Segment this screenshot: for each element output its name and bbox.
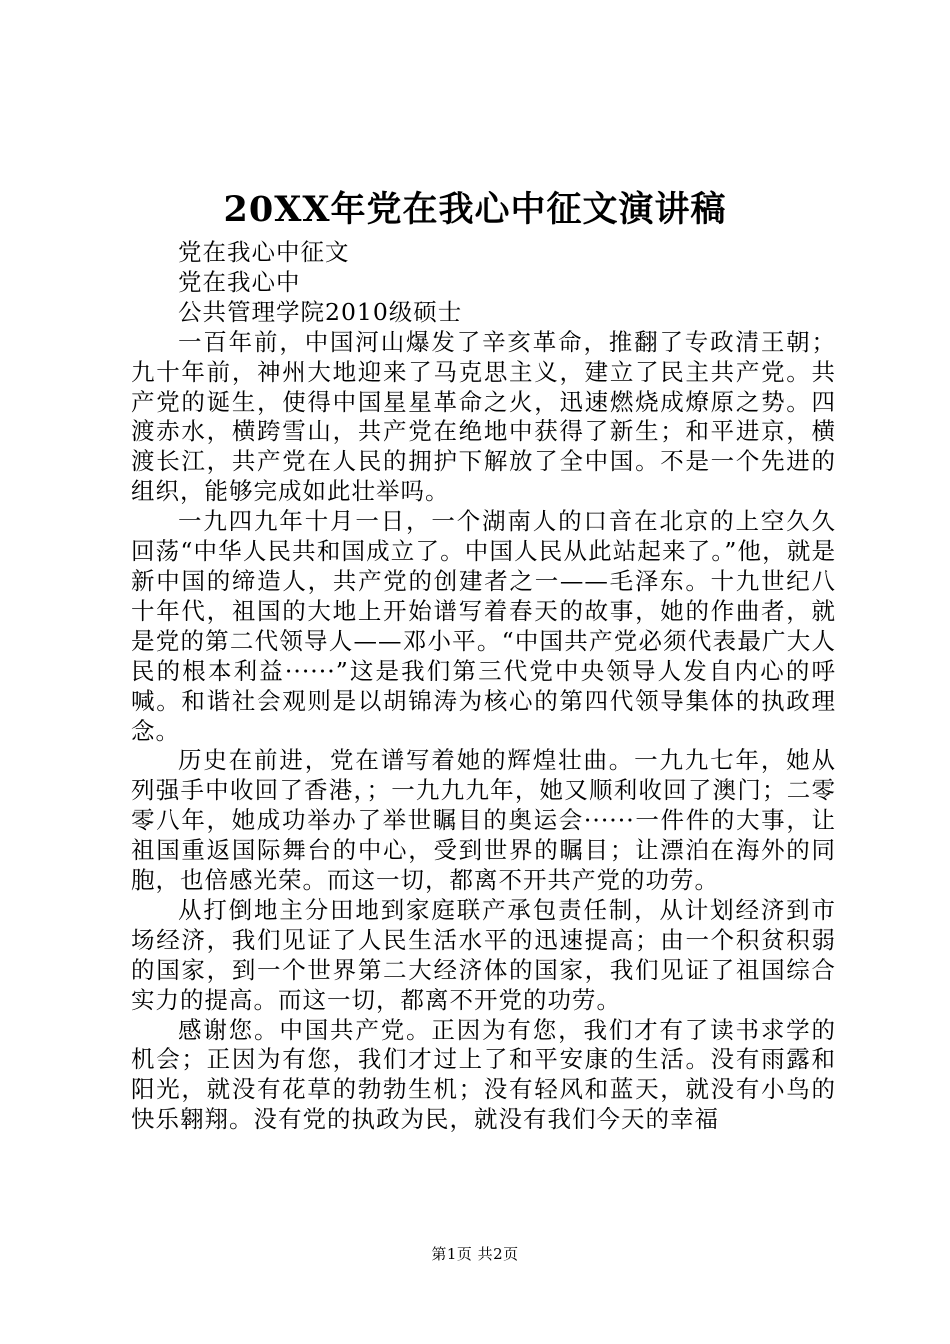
paragraph: 一百年前，中国河山爆发了辛亥革命，推翻了专政清王朝；九十年前，神州大地迎来了马克思主义，建立了民主共产党。共产党的诞生，使得中国星星革命之火，迅速燃烧成燎原之势。四渡赤水，横跨雪山，共产党在绝地中获得了新生；和平进京，横渡长江，共产党在人民的拥护下解放了全中国。不是一个先进的组织，能够完成如此壮举吗。 [131,327,836,506]
subtitle-line: 党在我心中征文 [178,238,350,266]
page-number: 第1页 共2页 [431,1245,519,1263]
paragraph: 一九四九年十月一日，一个湖南人的口音在北京的上空久久回荡“中华人民共和国成立了。中国人民从此站起来了。”他，就是新中国的缔造人，共产党的创建者之一——毛泽东。十九世纪八十年代，祖国的大地上开始谱写着春天的故事，她的作曲者，就是党的第二代领导人——邓小平。“中国共产党必须代表最广大人民的根本利益······”这是我们第三代党中央领导人发自内心的呼喊。和谐社会观则是以胡锦涛为核心的第四代领导集体的执政理念。 [131,507,836,745]
paragraph: 从打倒地主分田地到家庭联产承包责任制，从计划经济到市场经济，我们见证了人民生活水平的迅速提高；由一个积贫积弱的国家，到一个世界第二大经济体的国家，我们见证了祖国综合实力的提高。而这一切，都离不开党的功劳。 [131,895,836,1014]
author-line: 公共管理学院2010级硕士 [178,297,463,326]
subtitle-line: 党在我心中 [178,267,301,296]
paragraph: 感谢您。中国共产党。正因为有您，我们才有了读书求学的机会；正因为有您，我们才过上了和平安康的生活。没有雨露和阳光，就没有花草的勃勃生机；没有轻风和蓝天，就没有小鸟的快乐翱翔。没有党的执政为民，就没有我们今天的幸福 [131,1015,836,1134]
document-title: 20XX年党在我心中征文演讲稿 [223,189,727,230]
paragraph: 历史在前进，党在谱写着她的辉煌壮曲。一九九七年，她从列强手中收回了香港，；一九九九年，她又顺利收回了澳门；二零零八年，她成功举办了举世瞩目的奥运会······一件件的大事，让祖国重返国际舞台的中心，受到世界的瞩目；让漂泊在海外的同胞，也倍感光荣。而这一切，都离不开共产党的功劳。 [131,746,836,895]
document-body [131,238,836,1135]
